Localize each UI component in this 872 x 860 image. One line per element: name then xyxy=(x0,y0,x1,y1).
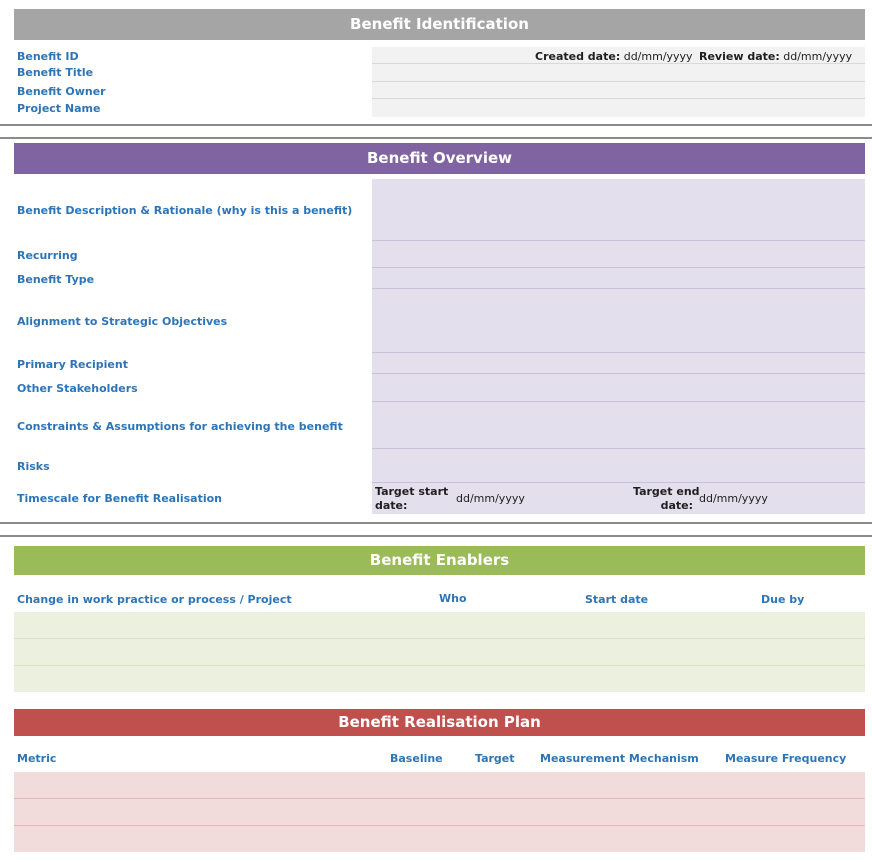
divider xyxy=(0,535,872,537)
review-date xyxy=(699,50,852,63)
divider xyxy=(0,137,872,139)
target-start-label-line2: date: xyxy=(375,499,408,512)
realisation-col-metric: Metric xyxy=(17,752,57,765)
other-stakeholders-label: Other Stakeholders xyxy=(17,382,138,395)
benefit-type-label: Benefit Type xyxy=(17,273,95,286)
realisation-row[interactable] xyxy=(14,826,865,852)
target-start-value[interactable]: dd/mm/yyyy xyxy=(456,492,525,505)
description-field[interactable] xyxy=(372,179,865,241)
realisation-header xyxy=(14,709,865,736)
enablers-title: Benefit Enablers xyxy=(369,551,510,569)
target-end-label-line1: Target end xyxy=(633,485,700,498)
enablers-row[interactable] xyxy=(14,666,865,692)
alignment-label: Alignment to Strategic Objectives xyxy=(17,315,228,328)
created-date-label: Created date: xyxy=(535,50,621,63)
review-date-value[interactable]: dd/mm/yyyy xyxy=(783,50,853,63)
project-name-label: Project Name xyxy=(17,102,101,115)
target-start-label xyxy=(375,485,448,513)
target-end-label-line2: date: xyxy=(660,499,693,512)
description-label: Benefit Description & Rationale (why is this a benefit) xyxy=(17,204,353,217)
enablers-header xyxy=(14,546,865,575)
realisation-col-measure-frequency: Measure Frequency xyxy=(725,752,847,765)
overview-header xyxy=(14,143,865,174)
created-date-value[interactable]: dd/mm/yyyy xyxy=(623,50,693,63)
realisation-col-target: Target xyxy=(475,752,515,765)
alignment-field[interactable] xyxy=(372,289,865,353)
review-date-label: Review date: xyxy=(699,50,780,63)
enablers-col-who: Who xyxy=(439,592,467,605)
enablers-row[interactable] xyxy=(14,612,865,639)
recurring-field[interactable] xyxy=(372,241,865,268)
benefit-title-field[interactable] xyxy=(372,64,865,82)
other-stakeholders-field[interactable] xyxy=(372,374,865,402)
benefit-id-label: Benefit ID xyxy=(17,50,79,63)
constraints-label: Constraints & Assumptions for achieving the benefit xyxy=(17,420,343,433)
identification-header xyxy=(14,9,865,40)
risks-field[interactable] xyxy=(372,449,865,483)
created-date xyxy=(535,50,693,63)
enablers-col-change: Change in work practice or process / Project xyxy=(17,593,292,606)
realisation-row[interactable] xyxy=(14,799,865,826)
realisation-row[interactable] xyxy=(14,772,865,799)
primary-recipient-field[interactable] xyxy=(372,353,865,374)
overview-title: Benefit Overview xyxy=(366,149,513,167)
recurring-label: Recurring xyxy=(17,249,78,262)
enablers-col-due-by: Due by xyxy=(761,593,805,606)
enablers-row[interactable] xyxy=(14,639,865,666)
benefit-type-field[interactable] xyxy=(372,268,865,289)
divider xyxy=(0,124,872,126)
benefit-owner-label: Benefit Owner xyxy=(17,85,106,98)
realisation-col-baseline: Baseline xyxy=(390,752,443,765)
project-name-field[interactable] xyxy=(372,99,865,117)
target-start-label-line1: Target start xyxy=(375,485,449,498)
realisation-col-measurement-mechanism: Measurement Mechanism xyxy=(540,752,699,765)
benefit-title-label: Benefit Title xyxy=(17,66,94,79)
enablers-col-start-date: Start date xyxy=(585,593,649,606)
constraints-field[interactable] xyxy=(372,402,865,449)
primary-recipient-label: Primary Recipient xyxy=(17,358,128,371)
risks-label: Risks xyxy=(17,460,50,473)
target-end-label xyxy=(633,485,700,513)
realisation-title: Benefit Realisation Plan xyxy=(338,713,541,731)
timescale-label: Timescale for Benefit Realisation xyxy=(17,492,223,505)
divider xyxy=(0,522,872,524)
identification-title: Benefit Identification xyxy=(350,15,529,33)
target-end-value[interactable]: dd/mm/yyyy xyxy=(699,492,768,505)
benefit-owner-field[interactable] xyxy=(372,82,865,99)
